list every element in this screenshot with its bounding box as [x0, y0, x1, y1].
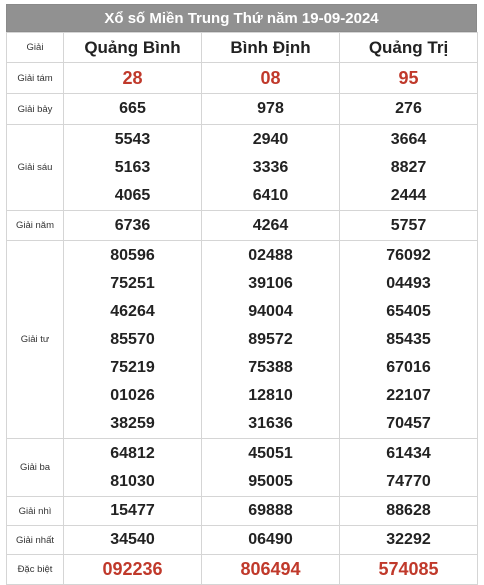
row-giai-ba	[7, 439, 478, 497]
prize-value: 94004	[248, 302, 293, 320]
prize-value: 276	[340, 94, 478, 125]
prize-value: 02488	[248, 246, 293, 264]
prize-value: 95005	[248, 472, 293, 490]
prize-value: 06490	[202, 526, 340, 555]
row-giai-nhi	[7, 497, 478, 526]
prize-value: 8827	[390, 158, 427, 176]
prize-value: 61434	[386, 444, 431, 462]
prize-values-cell	[340, 125, 478, 211]
row-giai-nhat	[7, 526, 478, 555]
prize-value: 2444	[390, 186, 427, 204]
prize-value: 80596	[110, 246, 155, 264]
prize-value: 75251	[110, 274, 155, 292]
prize-values-cell	[202, 241, 340, 439]
prize-value: 75388	[248, 358, 293, 376]
row-giai-nam	[7, 211, 478, 241]
prize-label: Giải sáu	[7, 125, 64, 211]
prize-label: Giải nhì	[7, 497, 64, 526]
row-giai-sau	[7, 125, 478, 211]
prize-label: Giải nhất	[7, 526, 64, 555]
jackpot-value: 574085	[340, 555, 478, 585]
prize-label: Giải tám	[7, 63, 64, 94]
prize-value: 01026	[110, 386, 155, 404]
prize-values-cell	[340, 241, 478, 439]
prize-values-cell	[202, 125, 340, 211]
prize-value: 64812	[110, 444, 155, 462]
prize-value: 6410	[252, 186, 289, 204]
prize-value: 31636	[248, 414, 293, 432]
prize-header: Giải	[7, 33, 64, 63]
jackpot-value: 092236	[64, 555, 202, 585]
prize-value: 2940	[252, 130, 289, 148]
prize-values-cell	[202, 439, 340, 497]
row-giai-tam	[7, 63, 478, 94]
prize-value: 3336	[252, 158, 289, 176]
prize-value: 67016	[386, 358, 431, 376]
prize-value: 6736	[64, 211, 202, 241]
prize-value: 04493	[386, 274, 431, 292]
prize-values-cell	[64, 125, 202, 211]
prize-value: 4264	[202, 211, 340, 241]
prize-value: 85435	[386, 330, 431, 348]
prize-value: 70457	[386, 414, 431, 432]
prize-value: 88628	[340, 497, 478, 526]
province-header-quang-tri[interactable]: Quảng Trị	[340, 33, 478, 63]
prize-value: 5163	[114, 158, 151, 176]
row-giai-bay	[7, 94, 478, 125]
prize-value: 3664	[390, 130, 427, 148]
prize-label: Giải bảy	[7, 94, 64, 125]
prize-value: 95	[340, 63, 478, 94]
prize-value: 978	[202, 94, 340, 125]
prize-values-cell	[340, 439, 478, 497]
prize-value: 74770	[386, 472, 431, 490]
prize-value: 45051	[248, 444, 293, 462]
results-panel	[6, 4, 477, 585]
prize-value: 5757	[340, 211, 478, 241]
header-row	[7, 33, 478, 63]
prize-values-cell	[64, 241, 202, 439]
prize-values-cell	[64, 439, 202, 497]
prize-value: 89572	[248, 330, 293, 348]
row-giai-tu	[7, 241, 478, 439]
prize-value: 5543	[114, 130, 151, 148]
prize-value: 15477	[64, 497, 202, 526]
province-header-binh-dinh[interactable]: Bình Định	[202, 33, 340, 63]
prize-value: 08	[202, 63, 340, 94]
prize-value: 69888	[202, 497, 340, 526]
prize-value: 22107	[386, 386, 431, 404]
row-dac-biet	[7, 555, 478, 585]
prize-label: Giải năm	[7, 211, 64, 241]
results-table	[6, 32, 478, 585]
prize-value: 46264	[110, 302, 155, 320]
prize-value: 65405	[386, 302, 431, 320]
province-header-quang-binh[interactable]: Quảng Bình	[64, 33, 202, 63]
prize-value: 32292	[340, 526, 478, 555]
prize-label: Giải tư	[7, 241, 64, 439]
prize-value: 38259	[110, 414, 155, 432]
prize-value: 75219	[110, 358, 155, 376]
prize-value: 4065	[114, 186, 151, 204]
prize-value: 81030	[110, 472, 155, 490]
prize-value: 76092	[386, 246, 431, 264]
prize-value: 34540	[64, 526, 202, 555]
prize-value: 85570	[110, 330, 155, 348]
prize-label: Giải ba	[7, 439, 64, 497]
page-title: Xổ số Miền Trung Thứ năm 19-09-2024	[6, 4, 477, 32]
prize-label: Đặc biệt	[7, 555, 64, 585]
prize-value: 28	[64, 63, 202, 94]
prize-value: 665	[64, 94, 202, 125]
jackpot-value: 806494	[202, 555, 340, 585]
prize-value: 12810	[248, 386, 293, 404]
prize-value: 39106	[248, 274, 293, 292]
